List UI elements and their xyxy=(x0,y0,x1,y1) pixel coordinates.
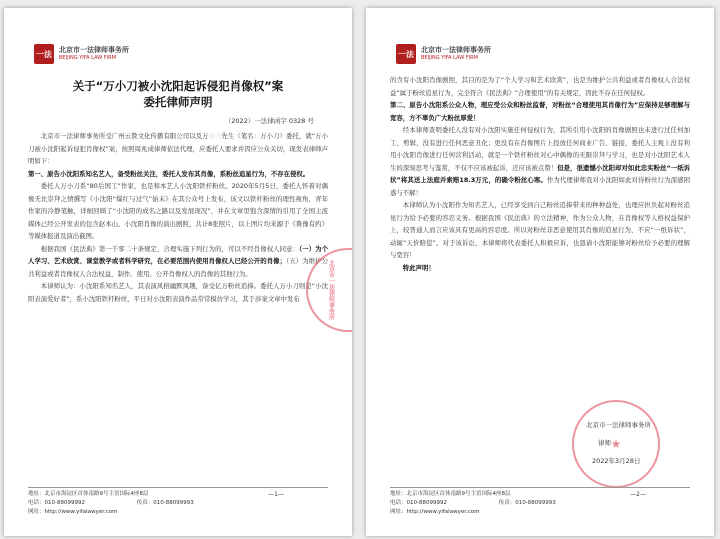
seal-stamp xyxy=(572,400,660,488)
paragraph-text: 根据我国《民法典》第一千零二十条规定，合理实施下列行为的，可以不经肖像权人同意： xyxy=(40,244,299,253)
footer-phone: 电话：010-88099992 xyxy=(28,500,85,506)
firm-name-en: BEIJING YIFA LAW FIRM xyxy=(421,55,478,61)
paragraph xyxy=(28,130,328,168)
footer-address: 地址：北京市海淀区首体南路9号主语国际4座8层 xyxy=(28,491,149,497)
paragraph xyxy=(390,124,690,199)
paragraph xyxy=(28,243,328,281)
page-footer xyxy=(28,487,328,532)
footer-website[interactable]: 网址：http://www.yifalawyer.com xyxy=(28,509,118,515)
firm-name-en: BEIJING YIFA LAW FIRM xyxy=(59,55,116,61)
document-subtitle: 委托律师声明 xyxy=(143,95,213,109)
page-number: —1— xyxy=(268,491,284,498)
closing-statement: 特此声明！ xyxy=(402,263,435,272)
paragraph-text: 北京市一法律师事务所受广州云赞文化传播有限公司以及万 xyxy=(40,132,209,140)
section-heading-2: 第二、原告小沈阳系公众人物，理应受公众和粉丝监督，对粉丝“合理使用其肖像行为”应保持足够理解与宽容，方不辜负广大粉丝厚爱！ xyxy=(390,101,690,122)
firm-name-cn: 北京市一法律师事务所 xyxy=(59,46,129,54)
document-page-1 xyxy=(4,8,352,536)
paragraph: 的含有小沈阳肖像剧照，其目的是为了“个人学习和艺术欣赏”，也是为维护公共利益或者肖像权人合法权益”属于粉丝追星行为，完全符合《民法典》“合理使用”的有关规定，因此不存在任何侵权。 xyxy=(390,76,690,97)
paragraph-text: 经本律师查明委托人没有对小沈阳实施任何侵权行为，其所引用小沈阳的肖像剧照也未进行过任何加工、剪辑，没有进行任何恶意丑化；更没有在肖像图片上投放任何商业广告、链接，委托人主观上没有利用小沈阳肖像进行任何营利活动，就是一个铁杆粉丝对心中偶像的无限崇拜与学习，也是对小沈阳艺术人生的深刻思考与鉴赏，不仅不应该被起诉，还应该被点赞！ xyxy=(390,126,690,172)
section-heading-1: 第一、原告小沈阳系知名艺人，备受粉丝关注，委托人发布其肖像，系粉丝追星行为，不存在侵权。 xyxy=(28,169,310,178)
paragraph: 委托人万小刀系“80后国工”作家，也是和本艺人小沈阳铁杆粉丝。2020年5月5日，委托人怀着对偶像无比崇拜之情撰写《小沈阳“爆红与过气”始末》在其公众号上发布，该文以铁杆粉丝的理性视角，青年作家的冷静笔触，详细回顾了“小沈阳的成名之路以及发展现况”，并在文章里饱含深情的引用了全国主流媒体已经公开发表的包含赵本山、小沈阳肖像的演出剧照，共计8张照片，以上图片均来源于《鲁豫有约》等媒体报道及演出截图。 xyxy=(28,182,328,240)
emphasized-text: 但是，很遗憾小沈阳却对如此忠实粉丝“一纸诉状”将其送上法庭并索赔18.3万元，的确令粉丝心寒。 xyxy=(390,163,691,184)
footer-fax: 传真：010-88099993 xyxy=(498,500,556,506)
signature-date: 2022年3月28日 xyxy=(592,457,641,465)
document-page-2 xyxy=(366,8,714,536)
paragraph: 本律师认为小沈阳作为知名艺人，已经享受到自己粉丝追捧带来的种种益处，也理应担负起对粉丝追星行为给予必要的容忍义务。根据我国《民法典》的立法精神，作为公众人物，在肖像权等人格权益保护上，较普通人而言应该具有更高的容忍度。所以对粉丝非恶意使用其肖像的追星行为，不应“一纸诉状”，动辄“天价赔偿”。对于该诉讼，本律师将代表委托人积极应诉，也恳请小沈阳能够对粉丝给予必要的理解与宽容！ xyxy=(390,201,690,259)
page-number: —2— xyxy=(630,491,646,498)
document-number: （2022）一法律函字 0328 号 xyxy=(224,117,314,125)
firm-name-cn: 北京市一法律师事务所 xyxy=(421,46,491,54)
firm-logo: 一法 xyxy=(396,44,416,64)
emphasized-text: （一）为个人学习、艺术欣赏、课堂教学或者科学研究，在必要范围内使用肖像权人已经公开的肖像； xyxy=(28,244,328,265)
paragraph-text: （五）为维护公共利益或者肖像权人合法权益，制作、使用、公开肖像权人的肖像的其他行为。 xyxy=(28,257,328,278)
page-footer xyxy=(390,487,690,532)
footer-contact xyxy=(28,499,328,508)
footer-website[interactable]: 网址：http://www.yifalawyer.com xyxy=(390,509,480,515)
signature-firm: 北京市一法律师事务所 xyxy=(586,421,651,429)
footer-phone: 电话：010-88099992 xyxy=(390,500,447,506)
firm-logo: 一法 xyxy=(34,44,54,64)
page1-body xyxy=(28,130,328,305)
footer-fax: 传真：010-88099993 xyxy=(136,500,194,506)
page2-body xyxy=(390,74,690,274)
seal-star-icon: ★ xyxy=(610,437,622,451)
signature-lawyer: 律师 xyxy=(598,439,611,447)
footer-address: 地址：北京市海淀区首体南路9号主语国际4座8层 xyxy=(390,491,511,497)
redacted-text: 小刀 xyxy=(208,132,222,140)
document-title: 关于“万小刀被小沈阳起诉侵犯肖像权”案 xyxy=(72,79,284,93)
seal-text: 北京市一法律师事务所 xyxy=(327,260,335,320)
footer-contact xyxy=(390,499,690,508)
paragraph: 本律师认为：小沈阳系知名艺人，其表演风格幽默风趣，备受亿万粉丝追捧。委托人万小刀则是“小沈阳表演爱好者”，系小沈阳铁杆粉丝，平日对小沈阳表演作品常常模仿学习，其于涉案文章中发布 xyxy=(28,282,328,303)
paragraph-text: 先生（笔名：万小刀）委托，就“万小刀被小沈阳起诉侵犯肖像权”案，按照周兆成律师依法代理，应委托人要求并因应公众关切，现发表律师声明如下： xyxy=(28,132,329,165)
paragraph-text: 作为代理律师我对小沈阳如此对待粉丝行为深感困惑与不解！ xyxy=(390,176,690,197)
